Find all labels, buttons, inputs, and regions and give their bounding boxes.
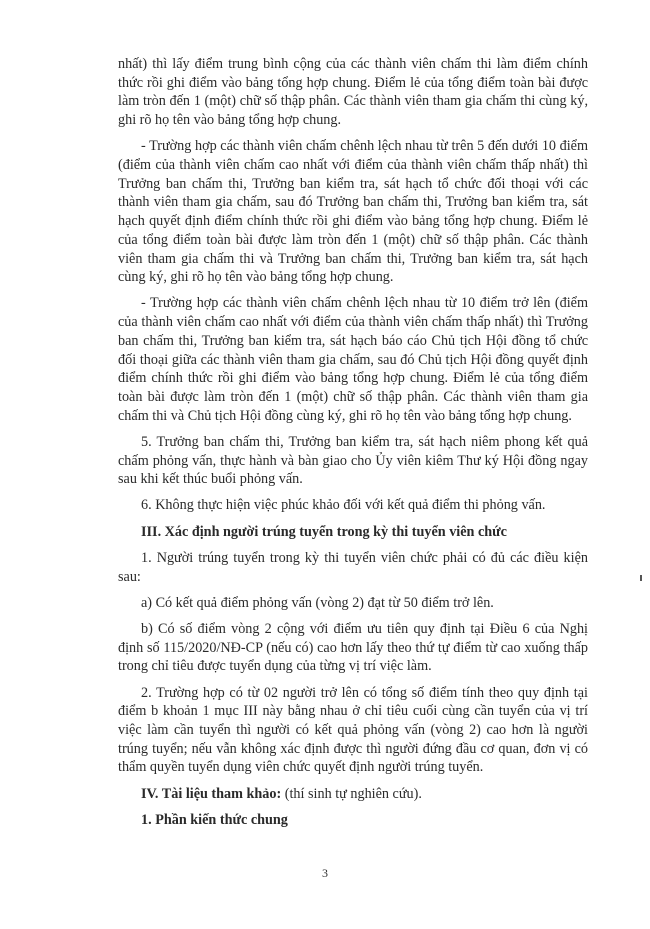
section-heading-iii: III. Xác định người trúng tuyển trong kỳ thi tuyển viên chức: [141, 523, 507, 540]
scan-mark: [640, 575, 642, 581]
paragraph-difference-5-to-10: - Trường hợp các thành viên chấm chênh lệch nhau từ trên 5 đến dưới 10 điểm (điểm của thành viên chấm cao nhất với điểm của thành viên chấm thấp nhất) thì Trưởng ban chấm thi, Trưởng ban kiểm tra, sát hạch tổ chức đối thoại với các thành viên tham gia chấm, sau đó Trưởng ban chấm thi, Trưởng ban kiểm tra, sát hạch quyết định điểm chính thức rồi ghi điểm vào bảng tổng hợp chung. Điểm lẻ của tổng điểm toàn bài được làm tròn đến 1 (một) chữ số thập phân. Các thành viên tham gia chấm thi và Trưởng ban chấm thi, Trưởng ban kiểm tra, sát hạch cùng ký, ghi rõ họ tên vào bảng tổng hợp chung.: [118, 138, 588, 286]
paragraph-winner-conditions: 1. Người trúng tuyển trong kỳ thi tuyển viên chức phải có đủ các điều kiện sau:: [118, 549, 588, 585]
subheading-general-knowledge: 1. Phần kiến thức chung: [141, 811, 288, 828]
section-heading-iv-label: IV. Tài liệu tham khảo:: [141, 785, 282, 802]
paragraph-item-6-no-review: 6. Không thực hiện việc phúc khảo đối với kết quả điểm thi phỏng vấn.: [141, 497, 546, 514]
section-heading-iv-note: (thí sinh tự nghiên cứu).: [281, 785, 422, 802]
paragraph-score-average: nhất) thì lấy điểm trung bình cộng của các thành viên chấm thi làm điểm chính thức rồi ghi điểm vào bảng tổng hợp chung. Điểm lẻ của tổng điểm toàn bài được làm tròn đến 1 (một) chữ số thập phân. Các thành viên tham gia chấm thi cùng ký, ghi rõ họ tên vào bảng tổng hợp chung.: [118, 56, 588, 129]
paragraph-item-5-seal-results: 5. Trưởng ban chấm thi, Trưởng ban kiểm tra, sát hạch niêm phong kết quả chấm phỏng vấn, thực hành và bàn giao cho Ủy viên kiêm Thư ký Hội đồng ngay sau khi kết thúc buổi phỏng vấn.: [118, 433, 588, 488]
paragraph-condition-b: b) Có số điểm vòng 2 cộng với điểm ưu tiên quy định tại Điều 6 của Nghị định số 115/2020/NĐ-CP (nếu có) cao hơn lấy theo thứ tự điểm từ cao xuống thấp trong chỉ tiêu được tuyển dụng của từng vị trí việc làm.: [118, 620, 588, 675]
paragraph-difference-over-10: - Trường hợp các thành viên chấm chênh lệch nhau từ 10 điểm trở lên (điểm của thành viên chấm cao nhất với điểm của thành viên chấm thấp nhất) thì Trưởng ban chấm thi, Trưởng ban kiểm tra, sát hạch báo cáo Chủ tịch Hội đồng tổ chức đối thoại giữa các thành viên tham gia chấm, sau đó Chủ tịch Hội đồng quyết định điểm chính thức rồi ghi điểm vào bảng tổng hợp chung. Điểm lẻ của tổng điểm toàn bài được làm tròn đến 1 (một) chữ số thập phân. Các thành viên tham gia chấm thi và Chủ tịch Hội đồng cùng ký, ghi rõ họ tên vào bảng tổng hợp chung.: [118, 295, 588, 424]
page-number: 3: [322, 866, 328, 880]
section-heading-iv: [118, 785, 588, 804]
paragraph-tie-rule: 2. Trường hợp có từ 02 người trở lên có tổng số điểm tính theo quy định tại điểm b khoản 1 mục III này bằng nhau ở chỉ tiêu cuối cùng cần tuyển của vị trí việc làm cần tuyển thì người có kết quả phỏng vấn (vòng 2) cao hơn là người trúng tuyển; nếu vẫn không xác định được thì người đứng đầu cơ quan, đơn vị có thẩm quyền tuyển dụng viên chức quyết định người trúng tuyển.: [118, 684, 588, 776]
paragraph-condition-a: a) Có kết quả điểm phỏng vấn (vòng 2) đạt từ 50 điểm trở lên.: [141, 594, 494, 611]
document-body: [118, 55, 588, 837]
